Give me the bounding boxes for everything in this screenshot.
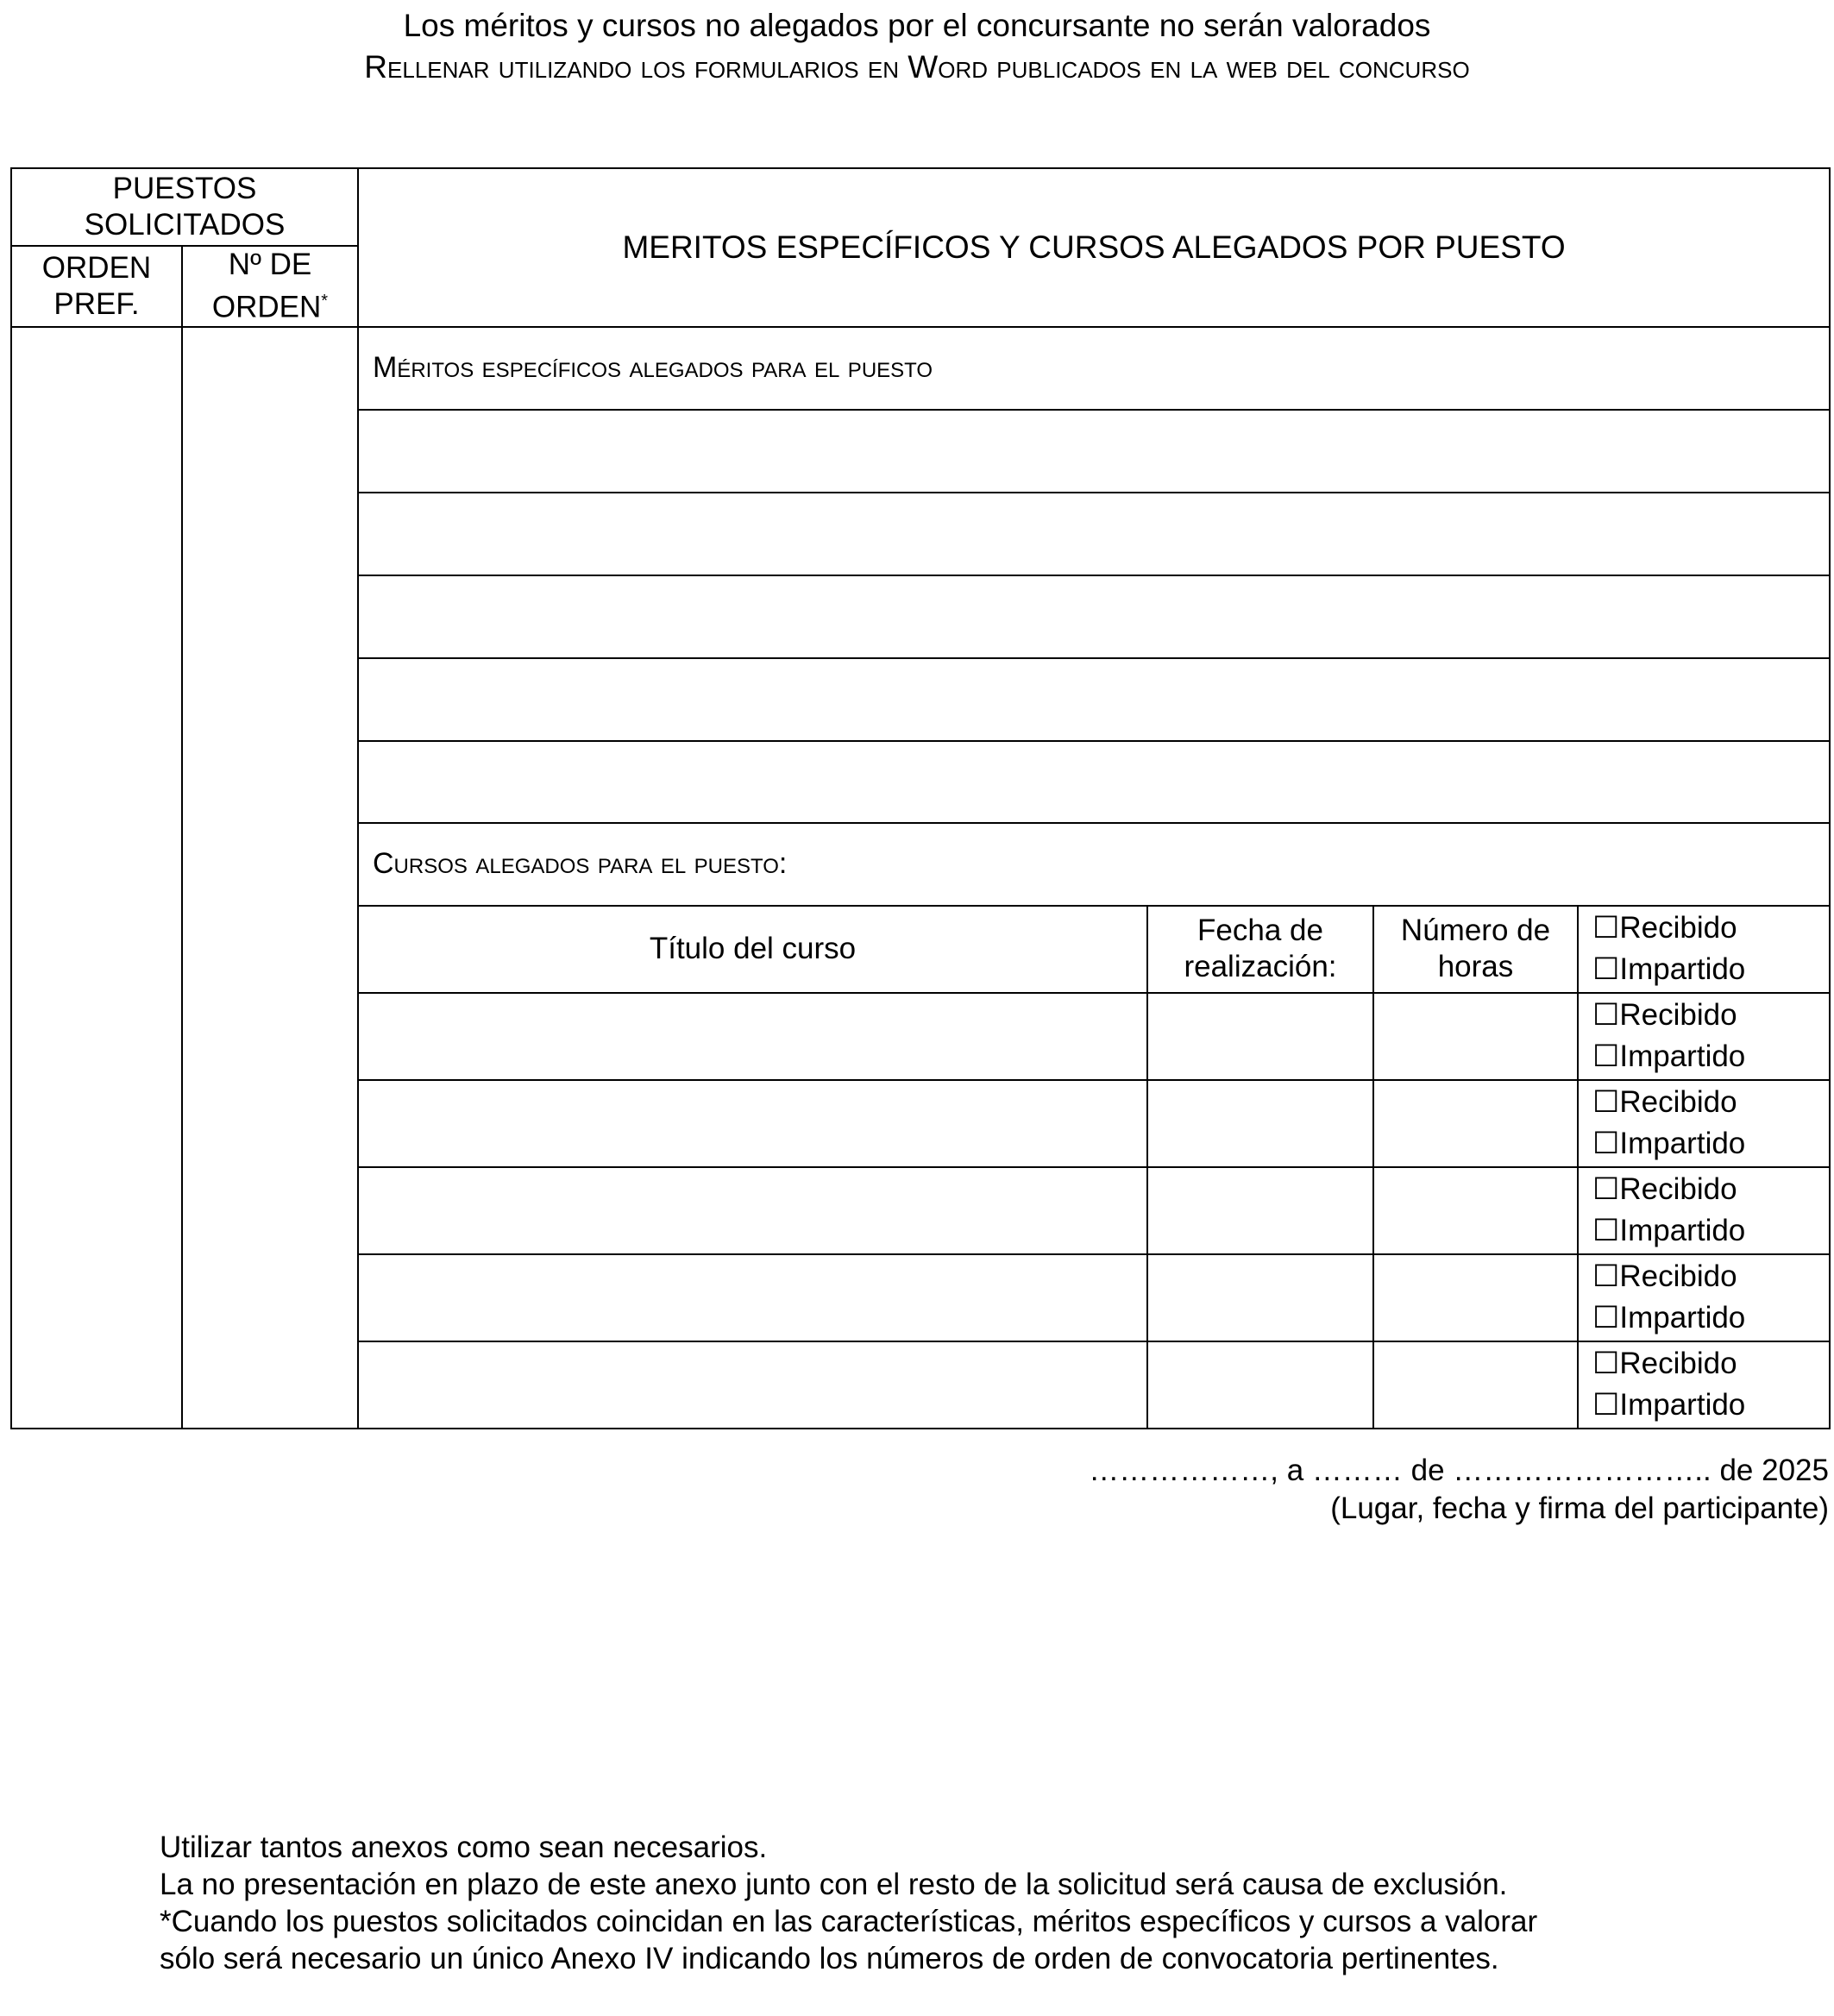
- num-orden-header: [182, 246, 358, 327]
- footer-notes: [160, 1829, 1537, 1977]
- impartido-checkbox[interactable]: ☐Impartido: [1592, 1388, 1746, 1423]
- signature-block: [1089, 1452, 1829, 1528]
- impartido-checkbox[interactable]: ☐Impartido: [1592, 1214, 1746, 1248]
- horas-input[interactable]: [1373, 1341, 1578, 1429]
- impartido-checkbox[interactable]: ☐Impartido: [1592, 1301, 1746, 1335]
- titulo-curso-header: Título del curso: [358, 906, 1147, 993]
- merito-input-row[interactable]: [358, 410, 1830, 493]
- titulo-curso-input[interactable]: [358, 1080, 1147, 1167]
- fecha-input[interactable]: [1147, 1167, 1373, 1254]
- num-orden-asterisk: *: [321, 292, 329, 311]
- recibido-checkbox[interactable]: ☐Recibido: [1592, 911, 1737, 945]
- recibido-checkbox[interactable]: ☐Recibido: [1592, 1172, 1737, 1207]
- impartido-checkbox[interactable]: ☐Impartido: [1592, 952, 1746, 987]
- modalidad-options: [1578, 906, 1830, 993]
- recibido-checkbox[interactable]: ☐Recibido: [1592, 1347, 1737, 1381]
- note-line-2: La no presentación en plazo de este anexo junto con el resto de la solicitud será causa de exclusión.: [160, 1868, 1508, 1901]
- modalidad-options: [1578, 1080, 1830, 1167]
- fecha-realizacion-header: Fecha de realización:: [1147, 906, 1373, 993]
- header-line-1: Los méritos y cursos no alegados por el concursante no serán valorados: [403, 8, 1431, 43]
- num-orden-input[interactable]: [182, 327, 358, 1429]
- impartido-checkbox[interactable]: ☐Impartido: [1592, 1127, 1746, 1161]
- impartido-checkbox[interactable]: ☐Impartido: [1592, 1039, 1746, 1074]
- titulo-curso-input[interactable]: [358, 1254, 1147, 1341]
- merito-input-row[interactable]: [358, 741, 1830, 823]
- modalidad-options: [1578, 1254, 1830, 1341]
- recibido-checkbox[interactable]: ☐Recibido: [1592, 998, 1737, 1033]
- horas-input[interactable]: [1373, 1254, 1578, 1341]
- num-orden-label: Nº DE ORDEN: [211, 248, 322, 324]
- orden-pref-input[interactable]: [11, 327, 182, 1429]
- titulo-curso-input[interactable]: [358, 993, 1147, 1080]
- fecha-input[interactable]: [1147, 1341, 1373, 1429]
- modalidad-options: [1578, 1341, 1830, 1429]
- merito-input-row[interactable]: [358, 575, 1830, 658]
- orden-pref-header: ORDEN PREF.: [11, 246, 182, 327]
- cursos-section-label: Cursos alegados para el puesto:: [358, 823, 1830, 906]
- horas-input[interactable]: [1373, 993, 1578, 1080]
- horas-input[interactable]: [1373, 1080, 1578, 1167]
- meritos-cursos-header: MERITOS ESPECÍFICOS Y CURSOS ALEGADOS POR PUESTO: [358, 168, 1830, 327]
- meritos-section-label: Méritos específicos alegados para el puesto: [358, 327, 1830, 410]
- signature-date-line[interactable]: ………………, a ……… de …………………….. de 2025: [1089, 1454, 1829, 1487]
- recibido-checkbox[interactable]: ☐Recibido: [1592, 1259, 1737, 1294]
- titulo-curso-input[interactable]: [358, 1341, 1147, 1429]
- numero-horas-header: Número de horas: [1373, 906, 1578, 993]
- modalidad-options: [1578, 993, 1830, 1080]
- recibido-checkbox[interactable]: ☐Recibido: [1592, 1085, 1737, 1120]
- note-line-3: *Cuando los puestos solicitados coincidan en las características, méritos específicos y cursos a valorar: [160, 1905, 1538, 1938]
- note-line-4: sólo será necesario un único Anexo IV indicando los números de orden de convocatoria pertinentes.: [160, 1942, 1499, 1975]
- meritos-form-table: [10, 167, 1831, 1429]
- modalidad-options: [1578, 1167, 1830, 1254]
- puestos-solicitados-header: PUESTOS SOLICITADOS: [11, 168, 358, 246]
- fecha-input[interactable]: [1147, 1080, 1373, 1167]
- fecha-input[interactable]: [1147, 993, 1373, 1080]
- merito-input-row[interactable]: [358, 658, 1830, 741]
- titulo-curso-input[interactable]: [358, 1167, 1147, 1254]
- note-line-1: Utilizar tantos anexos como sean necesarios.: [160, 1831, 768, 1864]
- fecha-input[interactable]: [1147, 1254, 1373, 1341]
- horas-input[interactable]: [1373, 1167, 1578, 1254]
- merito-input-row[interactable]: [358, 493, 1830, 575]
- header-line-2: Rellenar utilizando los formularios en Word publicados en la web del concurso: [364, 49, 1470, 85]
- signature-caption: (Lugar, fecha y firma del participante): [1330, 1492, 1829, 1525]
